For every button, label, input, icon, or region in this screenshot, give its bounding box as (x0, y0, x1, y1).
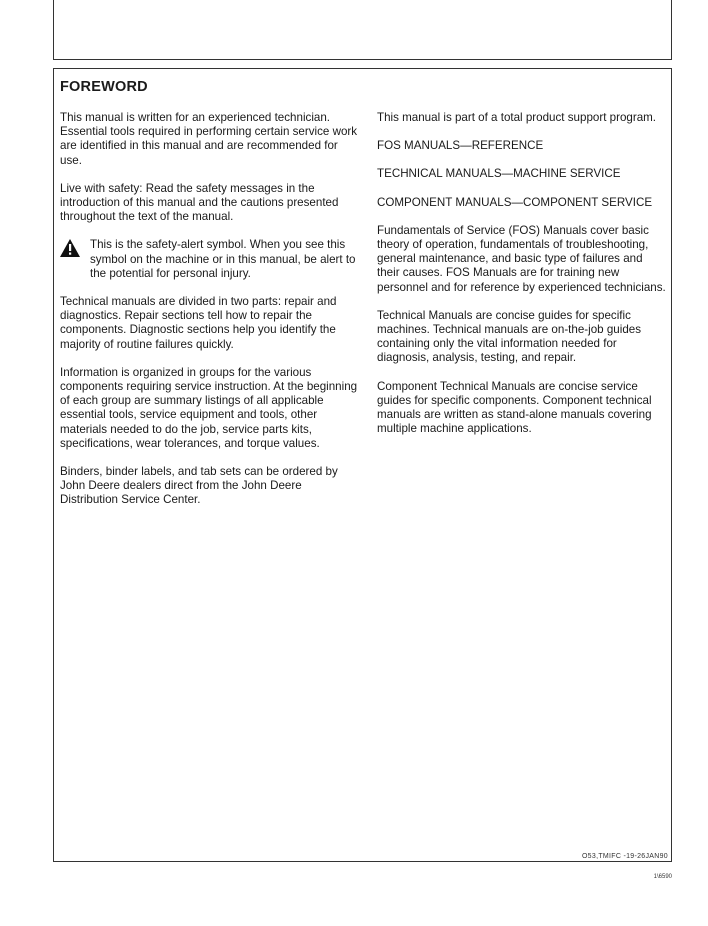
safety-alert-text: This is the safety-alert symbol. When you see this symbol on the machine or in this manual, be alert to the potential for personal injury. (90, 238, 356, 280)
page-number: 1\6590 (653, 874, 672, 880)
binders-paragraph: Binders, binder labels, and tab sets can be ordered by John Deere dealers direct from the John Deere Distribution Service Center. (60, 465, 338, 507)
safety-alert-icon (60, 238, 82, 257)
document-code: O53,TMIFC -19-26JAN90 (581, 853, 668, 860)
organization-paragraph: Information is organized in groups for the various components requiring service instruction. At the beginning of each group are summary listings of all applicable essential tools, service equipment and tools, other materials needed to do the job, service parts kits, specifications, wear tolerances, and torque values. (60, 365, 358, 450)
left-column (60, 111, 358, 522)
technical-manuals-description: Technical Manuals are concise guides for specific machines. Technical manuals are on-the-job guides containing only the vital information needed for diagnosis, analysis, testing, and repair. (377, 308, 642, 365)
technical-manuals-heading: TECHNICAL MANUALS—MACHINE SERVICE (377, 167, 621, 181)
manual-parts-paragraph: Technical manuals are divided in two parts: repair and diagnostics. Repair sections tell how to repair the components. Diagnostic sections help you identify the majority of routine failures quickly. (60, 295, 337, 351)
support-program-paragraph: This manual is part of a total product support program. (377, 111, 657, 124)
component-manuals-description: Component Technical Manuals are concise service guides for specific components. Component technical manuals are written as stand-alone manuals covering multiple machine applications. (377, 379, 652, 436)
page-title: FOREWORD (60, 79, 148, 95)
intro-paragraph: This manual is written for an experienced technician. Essential tools required in performing certain service work are identified in this manual and are recommended for use. (60, 111, 358, 167)
component-manuals-heading: COMPONENT MANUALS—COMPONENT SERVICE (377, 195, 653, 209)
fos-manuals-heading: FOS MANUALS—REFERENCE (377, 139, 544, 153)
safety-paragraph: Live with safety: Read the safety messages in the introduction of this manual and the cautions presented throughout the text of the manual. (60, 181, 339, 224)
fos-description: Fundamentals of Service (FOS) Manuals cover basic theory of operation, fundamentals of troubleshooting, general maintenance, and basic type of failures and their causes. FOS Manuals are for training new personnel and for reference by experienced technicians. (377, 223, 666, 294)
right-column (377, 111, 667, 450)
header-frame (53, 0, 672, 60)
safety-alert-note (60, 238, 358, 281)
